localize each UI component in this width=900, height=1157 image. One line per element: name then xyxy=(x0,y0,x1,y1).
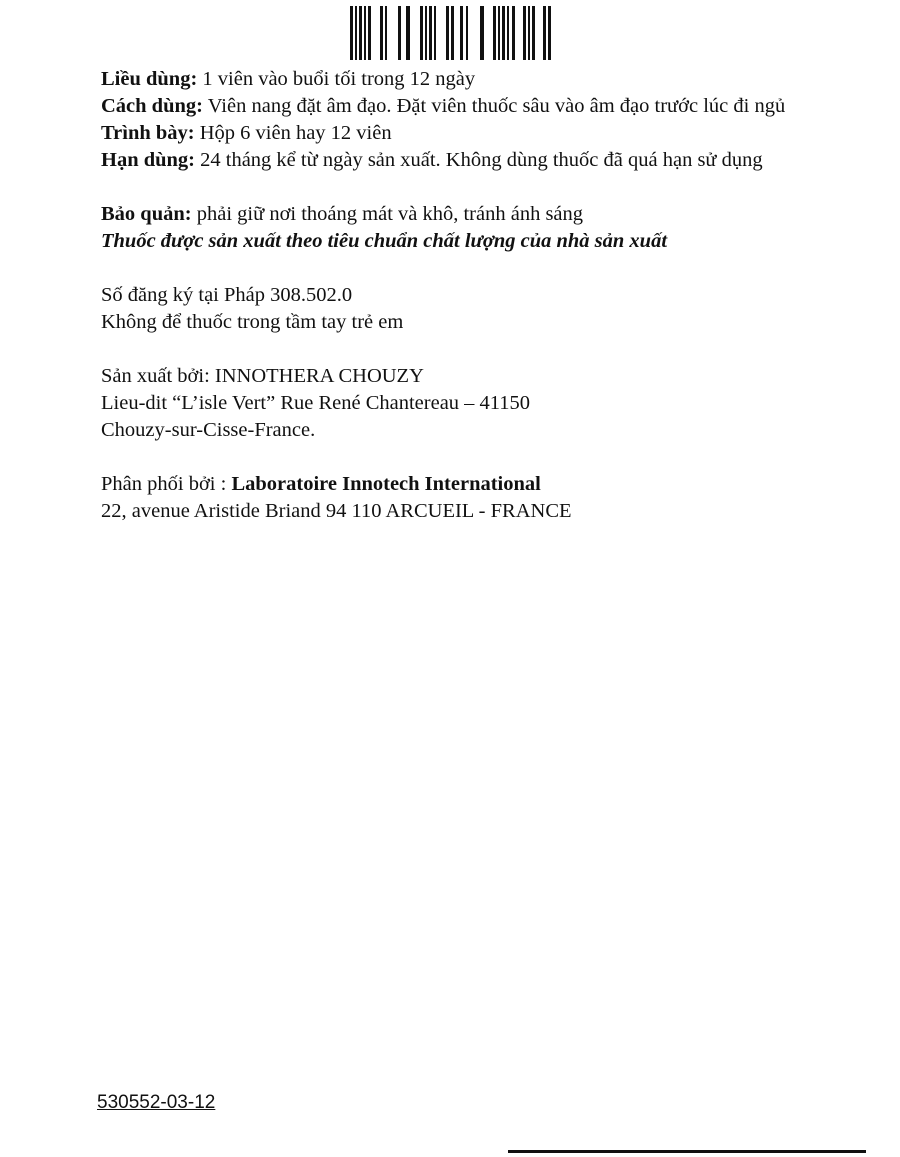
manufacturer-address-2: Chouzy-sur-Cisse-France. xyxy=(101,419,316,441)
document-code: 530552-03-12 xyxy=(97,1092,216,1113)
child-warning: Không để thuốc trong tầm tay trẻ em xyxy=(101,311,404,333)
dosage-line xyxy=(101,66,821,93)
presentation-text: Hộp 6 viên hay 12 viên xyxy=(194,122,392,144)
storage-line xyxy=(101,201,821,228)
manufacturer-address-1: Lieu-dit “L’isle Vert” Rue René Chantereau – 41150 xyxy=(101,392,531,414)
leaflet-text xyxy=(101,66,821,525)
dosage-label: Liều dùng: xyxy=(101,68,198,90)
distributor-line xyxy=(101,471,821,498)
usage-label: Cách dùng: xyxy=(101,95,203,117)
manufacturer-name: Sản xuất bởi: INNOTHERA CHOUZY xyxy=(101,365,424,387)
expiry-line xyxy=(101,147,821,174)
storage-text: phải giữ nơi thoáng mát và khô, tránh ánh sáng xyxy=(191,203,584,225)
usage-text: Viên nang đặt âm đạo. Đặt viên thuốc sâu vào âm đạo trước lúc đi ngủ xyxy=(202,95,786,117)
presentation-label: Trình bày: xyxy=(101,122,195,144)
distributor-name: Laboratoire Innotech International xyxy=(231,473,541,495)
usage-line xyxy=(101,93,821,120)
bottom-rule xyxy=(508,1150,866,1153)
distributor-address: 22, avenue Aristide Briand 94 110 ARCUEIL - FRANCE xyxy=(101,500,572,522)
presentation-line xyxy=(101,120,821,147)
expiry-label: Hạn dùng: xyxy=(101,149,196,171)
quality-standard: Thuốc được sản xuất theo tiêu chuẩn chất lượng của nhà sản xuất xyxy=(101,230,668,252)
dosage-text: 1 viên vào buổi tối trong 12 ngày xyxy=(197,68,476,90)
registration-number: Số đăng ký tại Pháp 308.502.0 xyxy=(101,284,353,306)
barcode xyxy=(350,6,554,60)
storage-label: Bảo quản: xyxy=(101,203,192,225)
distributor-label: Phân phối bởi : xyxy=(101,473,232,495)
expiry-text: 24 tháng kể từ ngày sản xuất. Không dùng thuốc đã quá hạn sử dụng xyxy=(195,149,763,171)
